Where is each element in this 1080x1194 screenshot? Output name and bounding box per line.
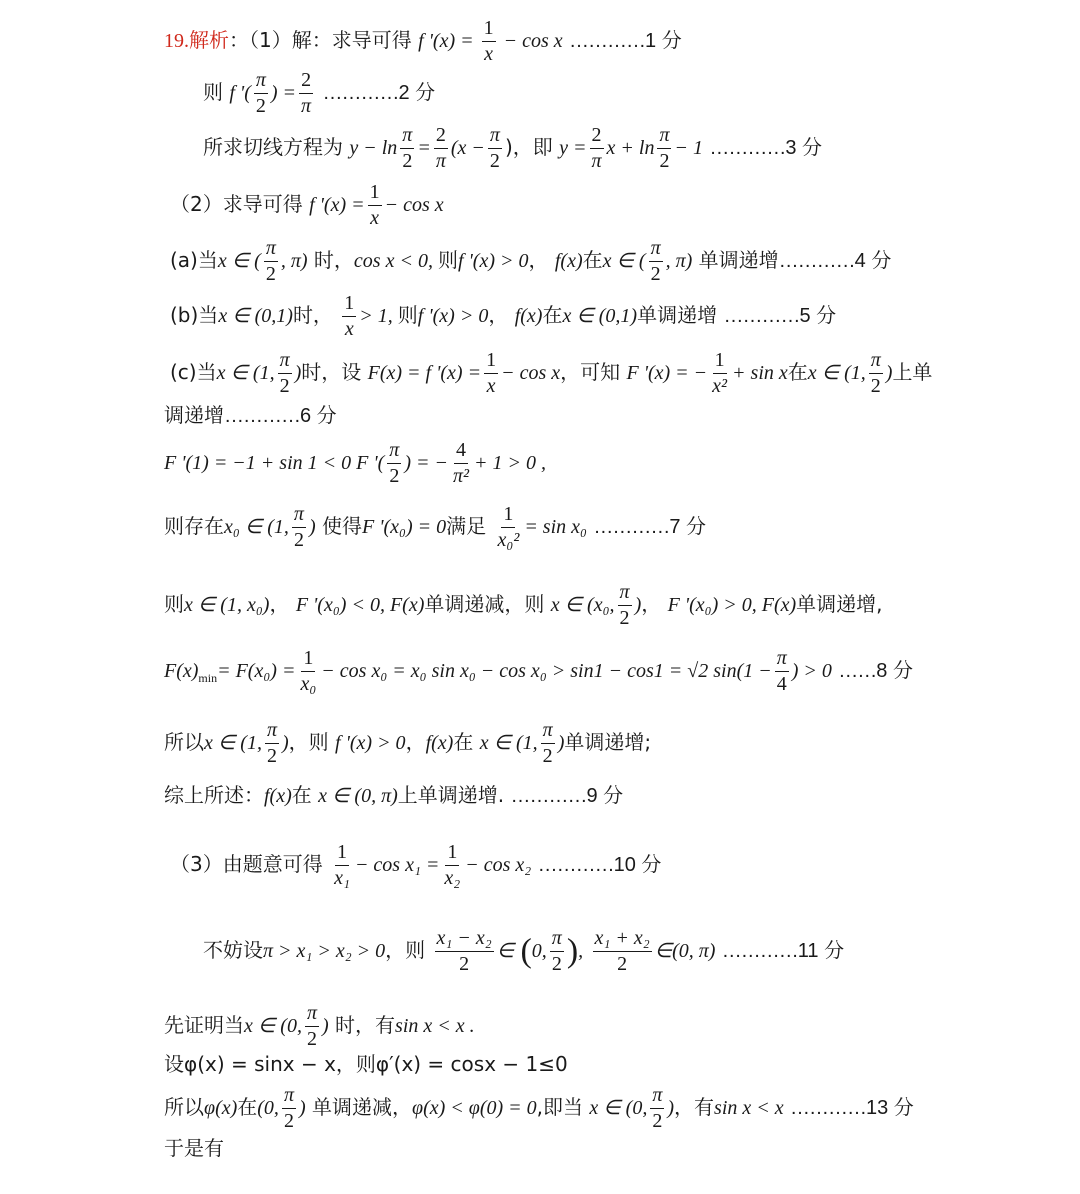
- math-text: π: [550, 928, 564, 952]
- math-text: …………: [778, 250, 855, 272]
- math-text: 2: [870, 375, 881, 397]
- math-text: f(x): [514, 305, 543, 327]
- math-text: …………: [709, 137, 786, 159]
- math-text: x: [486, 375, 496, 397]
- fraction: [650, 1085, 664, 1132]
- line-p1: [164, 18, 682, 65]
- math-text: x₂: [444, 867, 461, 889]
- math-text: ，: [528, 248, 549, 272]
- math-text: π: [265, 720, 279, 744]
- math-text: ): [557, 732, 565, 754]
- math-text: + 1 > 0 ,: [474, 452, 546, 474]
- math-text: − cos x₁ =: [354, 854, 440, 876]
- math-text: f(x): [554, 250, 583, 272]
- math-text: π: [657, 125, 671, 149]
- fraction: [254, 70, 268, 117]
- math-text: 在: [542, 303, 563, 327]
- math-text: 1: [501, 504, 515, 528]
- math-text: 时，: [292, 303, 333, 327]
- math-text: φ(x): [204, 1097, 238, 1119]
- fraction: [550, 928, 564, 975]
- math-text: 则存在: [164, 514, 224, 538]
- math-text: ): [308, 516, 316, 538]
- math-text: min: [198, 671, 218, 685]
- math-text: x₀: [300, 673, 317, 695]
- math-text: 则: [524, 592, 545, 616]
- math-text: 2: [542, 745, 553, 767]
- math-text: 时，设: [301, 360, 362, 384]
- math-text: 1: [445, 842, 459, 866]
- math-text: 综上所述：: [164, 783, 264, 807]
- math-text: x: [344, 318, 354, 340]
- math-text: 则: [437, 248, 458, 272]
- line-summary: [164, 785, 623, 806]
- math-text: f(x): [264, 785, 292, 807]
- math-text: ，有: [674, 1095, 715, 1119]
- math-text: 时，有: [335, 1013, 396, 1037]
- math-text: sin x < x: [714, 1097, 784, 1119]
- math-text: 1: [335, 842, 349, 866]
- math-text: 1: [301, 648, 315, 672]
- math-text: 则: [164, 592, 184, 616]
- math-text: π: [305, 1003, 319, 1027]
- math-text: 单调递减，: [312, 1095, 412, 1119]
- math-text: x ∈ (: [217, 250, 261, 272]
- math-text: F '(1) = −1 + sin 1 < 0 F '(: [164, 452, 385, 474]
- math-text: f '(x) > 0: [335, 732, 406, 754]
- fraction: [484, 350, 498, 397]
- line-l3: [203, 125, 822, 172]
- math-text: cos x < 0,: [353, 250, 438, 272]
- math-text: 1: [482, 18, 496, 42]
- math-text: , π): [665, 250, 693, 272]
- math-text: F '(x₀) > 0, F(x): [667, 594, 797, 616]
- math-text: f(x): [425, 732, 454, 754]
- math-text: 2: [619, 607, 630, 629]
- math-text: ，则: [288, 730, 329, 754]
- math-text: (0, π): [672, 940, 716, 962]
- math-text: π > x₁ > x₂ > 0: [263, 940, 386, 962]
- math-text: ，: [488, 303, 509, 327]
- fraction: [541, 720, 555, 767]
- math-text: 2: [306, 1028, 317, 1050]
- math-text: 2: [293, 529, 304, 551]
- math-text: 单调递增: [698, 248, 779, 272]
- line-F-values: [164, 440, 546, 487]
- math-text: 1: [342, 293, 356, 317]
- math-text: 2: [266, 745, 277, 767]
- math-text: x₀ ∈ (1,: [224, 516, 289, 538]
- math-text: 在: [787, 360, 808, 384]
- math-text: (a)当: [170, 248, 218, 272]
- math-text: x: [484, 43, 494, 65]
- math-text: 使得: [321, 514, 362, 538]
- math-text: 2: [255, 95, 266, 117]
- math-text: x₁ + x₂: [593, 928, 652, 952]
- math-text: − 1: [674, 137, 703, 159]
- line-case-c: [170, 350, 932, 397]
- math-text: x ∈ (: [602, 250, 646, 272]
- fraction: [368, 182, 382, 229]
- fraction: [869, 350, 883, 397]
- fraction: [442, 842, 462, 889]
- math-text: (x −: [450, 137, 485, 159]
- line-l2: [203, 70, 435, 117]
- problem-heading: 19.解析: [164, 30, 229, 52]
- math-text: x ∈ (1,: [479, 732, 538, 754]
- score-5: 5 分: [799, 305, 837, 327]
- math-text: 2: [551, 953, 562, 975]
- math-text: ): [634, 594, 642, 616]
- math-text: ，则: [385, 938, 426, 962]
- math-text: 则: [203, 80, 223, 104]
- math-text: …………: [593, 516, 670, 538]
- math-text: − cos x: [501, 362, 561, 384]
- math-text: =: [417, 137, 431, 159]
- math-text: 在: [453, 730, 474, 754]
- math-text: ) > 0: [791, 660, 832, 682]
- fraction: [292, 504, 306, 551]
- math-text: 在: [237, 1095, 258, 1119]
- math-text: ……: [838, 660, 877, 682]
- math-text: ): [294, 362, 302, 384]
- line-monotonic-F: [164, 582, 883, 629]
- math-text: 时，: [313, 248, 354, 272]
- math-text: 单调递增: [637, 303, 718, 327]
- math-text: + sin x: [732, 362, 788, 384]
- math-text: ：（1）解：求导可得: [229, 28, 412, 52]
- math-text: ): [298, 1097, 306, 1119]
- math-text: ，: [641, 592, 662, 616]
- fraction: [400, 125, 414, 172]
- fraction: [434, 125, 448, 172]
- math-text: ，: [269, 592, 290, 616]
- math-text: 0,: [531, 940, 547, 962]
- score-9: 9 分: [586, 785, 624, 807]
- math-text: ): [322, 1015, 329, 1037]
- math-text: x + ln: [606, 137, 655, 159]
- fraction: [451, 440, 471, 487]
- math-text: = sin x₀: [524, 516, 587, 538]
- math-text: 单调递增,: [796, 592, 883, 616]
- math-text: 上单调递增.: [397, 783, 505, 807]
- math-text: ): [885, 362, 893, 384]
- math-text: x²: [712, 375, 728, 397]
- score-4: 4 分: [854, 250, 892, 272]
- math-text: π: [387, 440, 401, 464]
- fraction: [305, 1003, 319, 1050]
- math-text: F '(x) = −: [626, 362, 708, 384]
- math-text: f '(x) =: [309, 194, 365, 216]
- fraction: [264, 238, 278, 285]
- math-text: x₁: [334, 867, 350, 889]
- math-text: 2: [459, 953, 470, 975]
- math-text: 调递增: [164, 403, 224, 427]
- math-text: 2: [265, 263, 276, 285]
- math-text: f '(x) > 0: [457, 250, 529, 272]
- math-text: − cos x₀ = x₀ sin x₀ − cos x₀ > sin1 − cos1 = √2 sin(1 −: [321, 660, 772, 682]
- math-text: − cos x₂: [465, 854, 532, 876]
- score-11: 11 分: [797, 940, 845, 962]
- math-text: …………: [723, 305, 800, 327]
- math-text: …………: [721, 940, 798, 962]
- math-text: 于是有: [164, 1136, 224, 1160]
- fraction: [299, 70, 313, 117]
- math-text: 在: [582, 248, 603, 272]
- line-case-b: [170, 293, 836, 340]
- math-text: …………: [224, 405, 300, 427]
- math-text: ,: [578, 940, 584, 962]
- math-text: sin x < x .: [395, 1015, 475, 1037]
- math-text: 不妨设: [203, 938, 263, 962]
- line-assume: [203, 928, 844, 975]
- math-text: 1: [713, 350, 727, 374]
- math-text: π: [541, 720, 555, 744]
- fraction: [342, 293, 356, 340]
- math-text: F(x) = f '(x) =: [367, 362, 482, 384]
- math-text: 在: [291, 783, 312, 807]
- math-text: (c)当: [170, 360, 217, 384]
- math-text: ∈: [496, 940, 515, 962]
- math-text: x₀²: [497, 529, 520, 551]
- fraction: [649, 238, 663, 285]
- fraction: [593, 928, 652, 975]
- math-text: 2: [389, 465, 400, 487]
- math-text: …………: [569, 30, 646, 52]
- math-text: y =: [559, 137, 587, 159]
- math-text: 2: [434, 125, 448, 149]
- math-text: ，可知: [560, 360, 621, 384]
- line-prove-sin: [164, 1003, 475, 1050]
- math-text: 2: [617, 953, 628, 975]
- math-text: 2: [652, 1110, 663, 1132]
- math-text: π: [400, 125, 414, 149]
- math-text: )，即: [504, 135, 553, 159]
- math-text: (0,: [257, 1097, 279, 1119]
- fraction: [265, 720, 279, 767]
- math-text: 2: [489, 150, 500, 172]
- math-text: F '(x₀) < 0, F(x): [295, 594, 425, 616]
- line-p2: [170, 182, 444, 229]
- math-text: φ(x) < φ(0) = 0: [412, 1097, 537, 1119]
- fraction: [482, 18, 496, 65]
- fraction: [332, 842, 352, 889]
- score-2: 2 分: [398, 82, 436, 104]
- line-F-min: [164, 648, 913, 695]
- math-text: 2: [402, 150, 413, 172]
- fraction: [657, 125, 671, 172]
- math-text: − cos x: [384, 194, 444, 216]
- fraction: [278, 350, 292, 397]
- math-text: (: [520, 932, 532, 970]
- fraction: [775, 648, 789, 695]
- math-text: f '(: [229, 82, 251, 104]
- line-exist-x0: [164, 504, 706, 551]
- math-text: x ∈ (0,: [244, 1015, 302, 1037]
- fraction: [387, 440, 401, 487]
- score-8: 8 分: [876, 660, 913, 682]
- math-text: x ∈ (0,1): [562, 305, 638, 327]
- math-text: 所以: [164, 730, 204, 754]
- line-therefore: [164, 1138, 224, 1158]
- fraction: [589, 125, 603, 172]
- math-text: ): [667, 1097, 675, 1119]
- math-text: π²: [452, 465, 469, 487]
- math-text: π: [435, 150, 446, 172]
- score-3: 3 分: [785, 137, 823, 159]
- math-text: 2: [650, 263, 661, 285]
- math-text: ): [566, 932, 579, 970]
- math-text: π: [301, 95, 312, 117]
- math-text: 2: [299, 70, 313, 94]
- fraction: [282, 1085, 296, 1132]
- score-7: 7 分: [669, 516, 707, 538]
- math-text: x₁ − x₂: [435, 928, 494, 952]
- fraction: [495, 504, 521, 551]
- fraction: [298, 648, 318, 695]
- line-case-c-cont: [164, 405, 337, 426]
- math-text: ) = −: [404, 452, 448, 474]
- math-text: 4: [776, 673, 787, 695]
- math-text: 4: [454, 440, 468, 464]
- math-text: 上单: [892, 360, 933, 384]
- line-p3: [170, 842, 661, 889]
- math-text: π: [869, 350, 883, 374]
- line-phi-def: [164, 1054, 568, 1074]
- math-text: f '(x) =: [418, 30, 479, 52]
- math-text: （3）由题意可得: [170, 852, 323, 876]
- math-text: x ∈ (0, π): [318, 785, 398, 807]
- math-text: 设φ(x) = sinx − x，则φ′(x) = cosx − 1≤0: [164, 1052, 568, 1076]
- score-1: 1 分: [645, 30, 682, 52]
- math-text: (b)当: [170, 303, 219, 327]
- math-text: x ∈ (0,1): [218, 305, 293, 327]
- math-text: 所求切线方程为: [203, 135, 343, 159]
- math-text: ∈: [654, 940, 673, 962]
- math-text: π: [649, 238, 663, 262]
- math-text: 则: [397, 303, 418, 327]
- math-text: 1: [484, 350, 498, 374]
- math-text: 单调递增;: [564, 730, 652, 754]
- score-13: 13 分: [865, 1097, 914, 1119]
- math-text: 2: [590, 125, 604, 149]
- math-text: π: [650, 1085, 664, 1109]
- math-text: …………: [322, 82, 399, 104]
- line-case-a: [170, 238, 891, 285]
- math-text: ): [282, 732, 289, 754]
- math-text: > 1,: [359, 305, 398, 327]
- math-text: π: [254, 70, 268, 94]
- math-text: x: [370, 207, 380, 229]
- math-text: …………: [510, 785, 587, 807]
- math-text: π: [618, 582, 632, 606]
- math-text: F(x): [164, 660, 199, 682]
- math-text: 所以: [164, 1095, 204, 1119]
- math-text: F '(x₀) = 0: [361, 516, 447, 538]
- math-text: （2）求导可得: [170, 192, 303, 216]
- math-text: x ∈ (1,: [807, 362, 866, 384]
- math-text: 1: [368, 182, 382, 206]
- math-text: x ∈ (1, x₀): [184, 594, 270, 616]
- math-text: 满足: [446, 514, 487, 538]
- line-conclusion-c: [164, 720, 651, 767]
- math-text: π: [264, 238, 278, 262]
- math-text: 先证明当: [164, 1013, 244, 1037]
- math-text: π: [278, 350, 292, 374]
- math-text: = F(x₀) =: [217, 660, 296, 682]
- math-text: ，: [405, 730, 426, 754]
- math-text: 2: [279, 375, 290, 397]
- math-text: x ∈ (1,: [204, 732, 262, 754]
- math-text: x ∈ (x₀,: [550, 594, 615, 616]
- fraction: [710, 350, 729, 397]
- math-text: 单调递减，: [424, 592, 525, 616]
- math-text: y − ln: [349, 137, 398, 159]
- math-text: x ∈ (1,: [216, 362, 275, 384]
- math-text: f '(x) > 0: [417, 305, 489, 327]
- math-text: π: [591, 150, 602, 172]
- fraction: [435, 928, 494, 975]
- math-text: x ∈ (0,: [589, 1097, 648, 1119]
- math-text: ,即当: [536, 1095, 583, 1119]
- math-text: π: [488, 125, 502, 149]
- math-text: 2: [659, 150, 670, 172]
- math-text: …………: [537, 854, 614, 876]
- math-text: …………: [789, 1097, 866, 1119]
- math-text: π: [282, 1085, 296, 1109]
- math-text: π: [292, 504, 306, 528]
- math-text: ) =: [270, 82, 297, 104]
- fraction: [618, 582, 632, 629]
- score-6: 6 分: [300, 405, 337, 427]
- fraction: [488, 125, 502, 172]
- score-10: 10 分: [613, 854, 662, 876]
- line-phi-decreasing: [164, 1085, 914, 1132]
- math-text: π: [775, 648, 789, 672]
- math-text: 2: [283, 1110, 294, 1132]
- math-text: , π): [280, 250, 308, 272]
- math-text: − cos x: [498, 30, 563, 52]
